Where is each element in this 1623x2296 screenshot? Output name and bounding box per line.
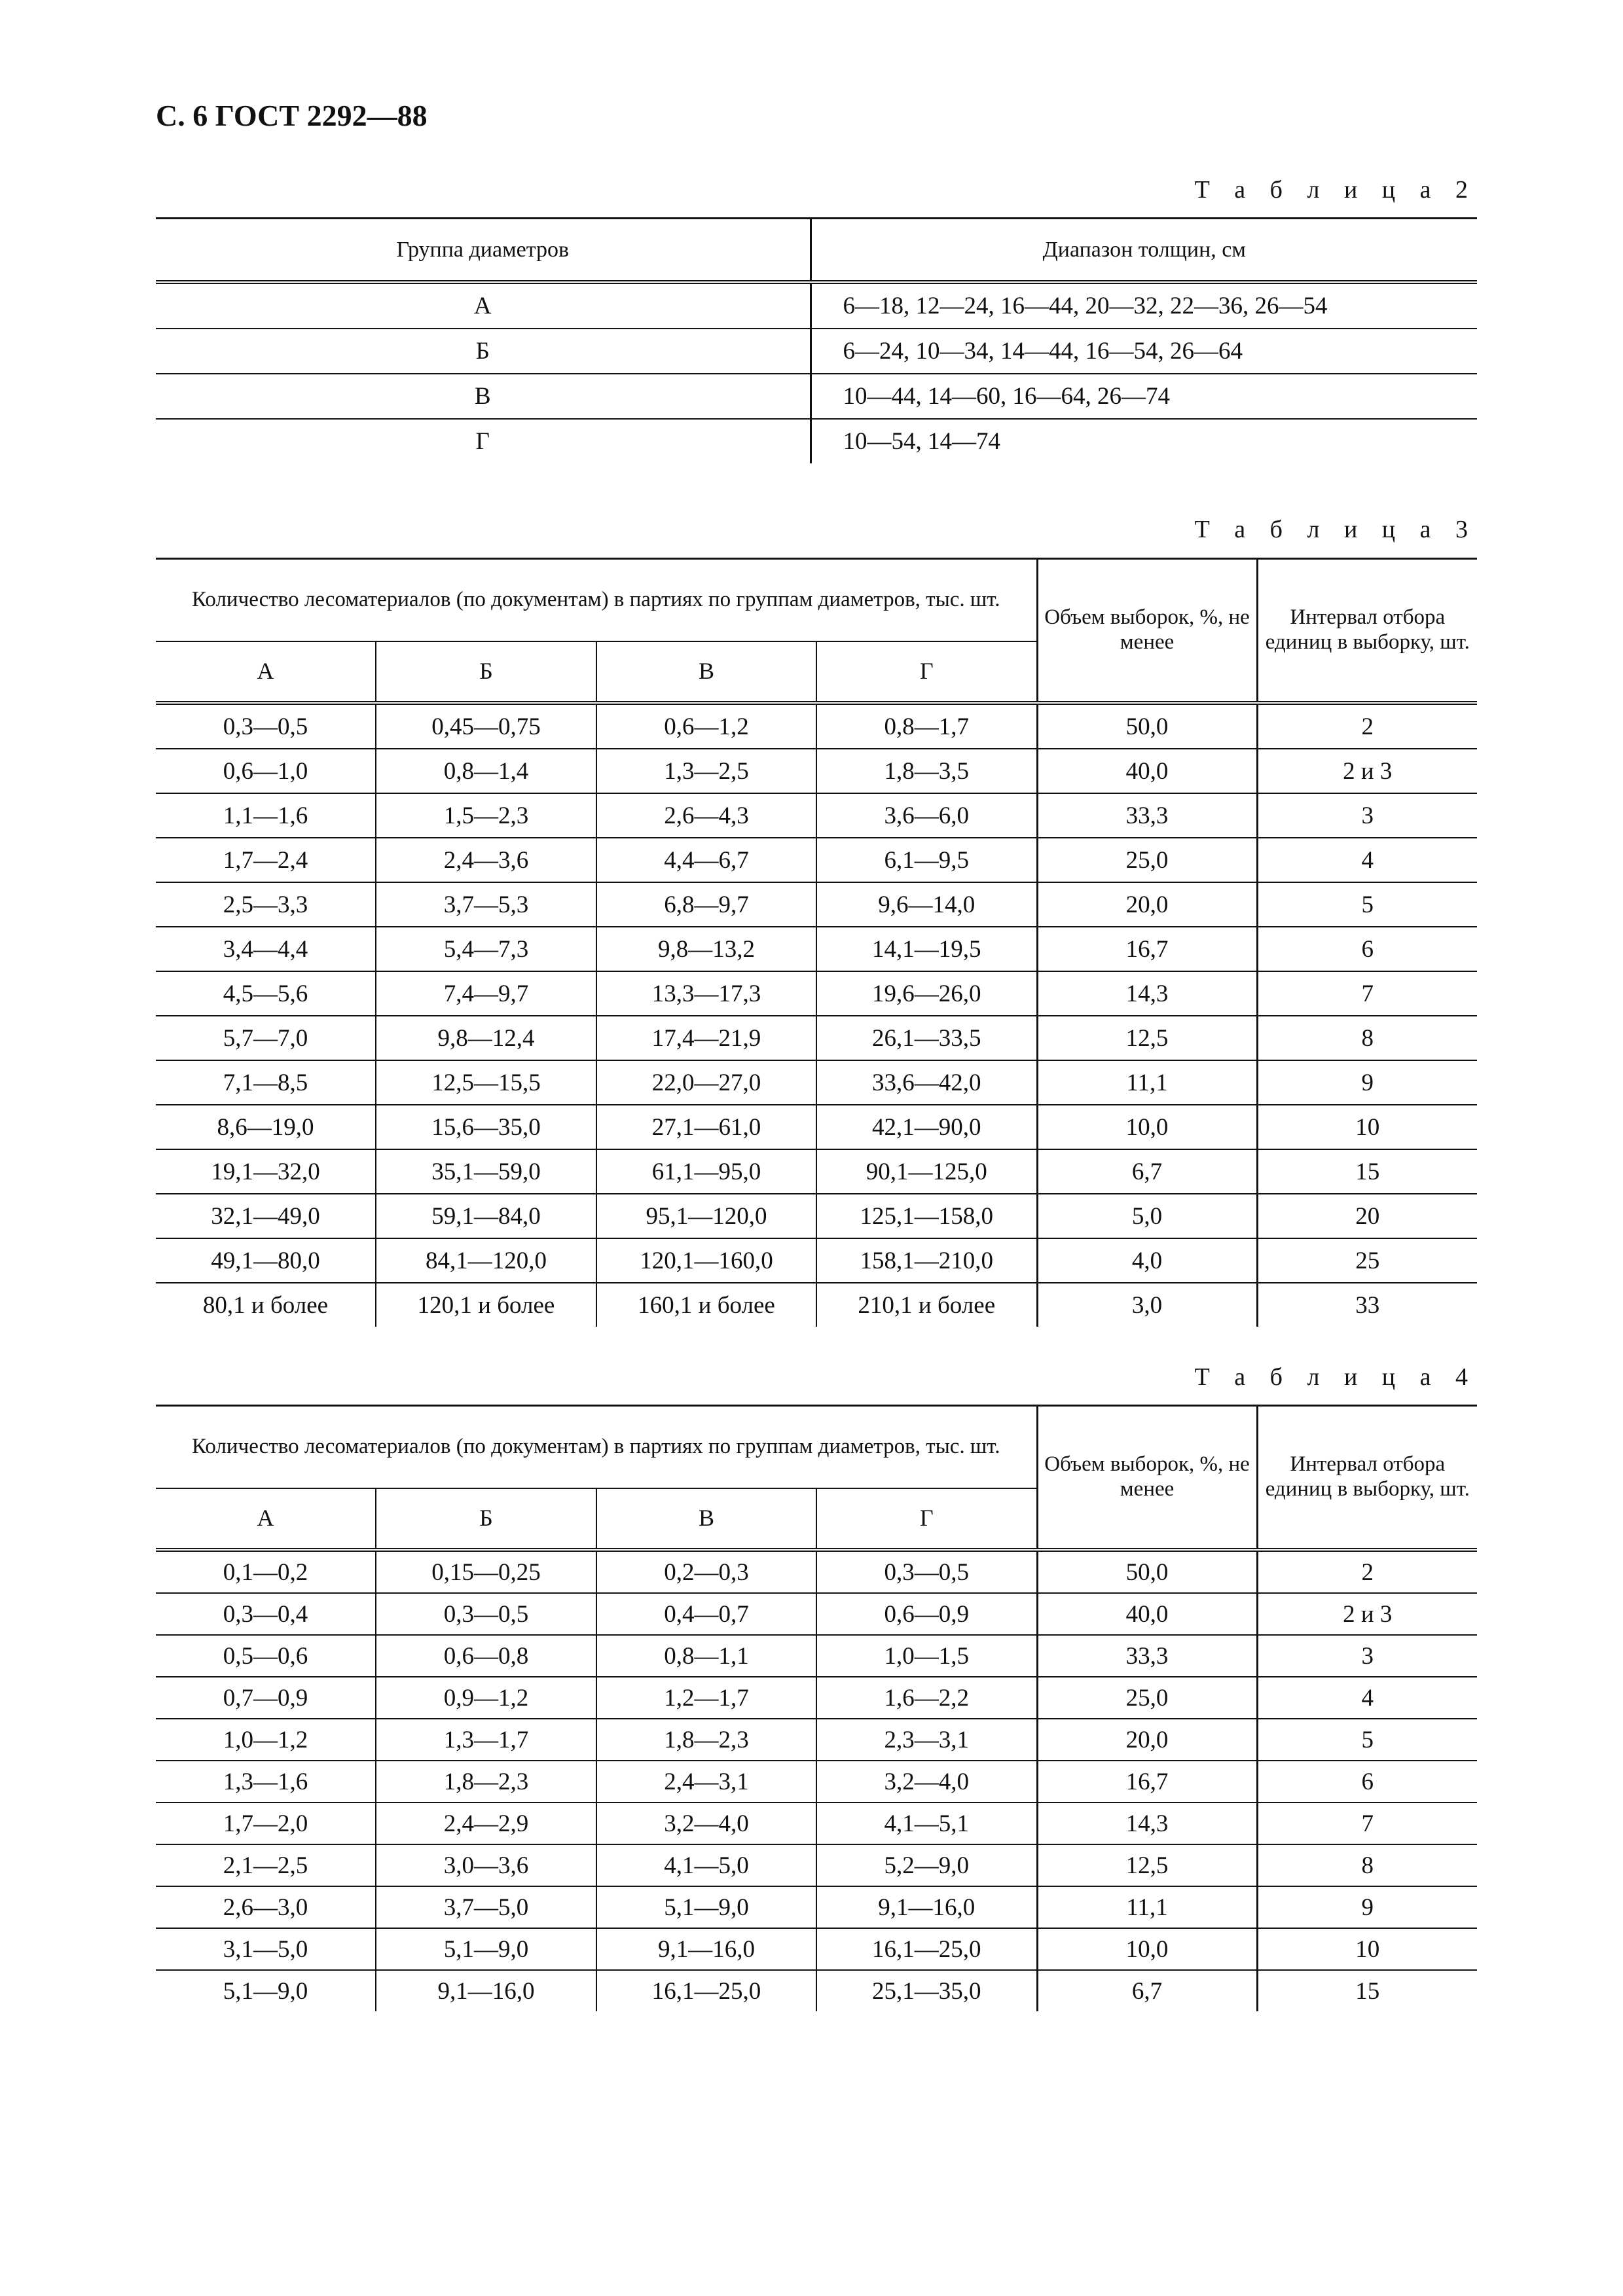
group-b-cell: 1,3—1,7 bbox=[376, 1719, 596, 1761]
group-a-cell: 19,1—32,0 bbox=[156, 1149, 376, 1194]
group-b-cell: 0,8—1,4 bbox=[376, 749, 596, 793]
group-g-cell: 158,1—210,0 bbox=[816, 1238, 1037, 1283]
thickness-range-cell: 10—54, 14—74 bbox=[811, 419, 1477, 463]
interval-cell: 33 bbox=[1257, 1283, 1477, 1327]
group-g-cell: 0,3—0,5 bbox=[816, 1550, 1037, 1593]
table-3-caption: Т а б л и ц а 3 bbox=[1194, 516, 1477, 543]
table-2-column-header: Группа диаметров bbox=[156, 219, 811, 283]
group-a-cell: 1,3—1,6 bbox=[156, 1761, 376, 1803]
table-3 bbox=[156, 558, 1477, 1327]
group-header-b: Б bbox=[376, 641, 596, 703]
table-row bbox=[156, 1016, 1477, 1060]
group-v-cell: 1,2—1,7 bbox=[596, 1677, 816, 1719]
group-g-cell: 42,1—90,0 bbox=[816, 1105, 1037, 1149]
interval-cell: 6 bbox=[1257, 927, 1477, 971]
group-b-cell: 84,1—120,0 bbox=[376, 1238, 596, 1283]
group-b-cell: 0,9—1,2 bbox=[376, 1677, 596, 1719]
volume-cell: 40,0 bbox=[1037, 1593, 1257, 1635]
thickness-range-cell: 6—24, 10—34, 14—44, 16—54, 26—64 bbox=[811, 329, 1477, 374]
group-a-cell: 1,7—2,4 bbox=[156, 838, 376, 882]
volume-cell: 12,5 bbox=[1037, 1016, 1257, 1060]
group-a-cell: 0,3—0,5 bbox=[156, 703, 376, 749]
group-b-cell: 9,1—16,0 bbox=[376, 1970, 596, 2011]
interval-cell: 9 bbox=[1257, 1886, 1477, 1928]
group-v-cell: 3,2—4,0 bbox=[596, 1803, 816, 1844]
group-v-cell: 5,1—9,0 bbox=[596, 1886, 816, 1928]
group-g-cell: 3,6—6,0 bbox=[816, 793, 1037, 838]
group-v-cell: 4,4—6,7 bbox=[596, 838, 816, 882]
table-4 bbox=[156, 1405, 1477, 2011]
group-b-cell: 5,4—7,3 bbox=[376, 927, 596, 971]
interval-header: Интервал отбора единиц в выборку, шт. bbox=[1257, 559, 1477, 704]
table-row bbox=[156, 838, 1477, 882]
group-a-cell: 1,7—2,0 bbox=[156, 1803, 376, 1844]
group-header-a: А bbox=[156, 1488, 376, 1550]
group-v-cell: 2,4—3,1 bbox=[596, 1761, 816, 1803]
quantity-header: Количество лесоматериалов (по документам) в партиях по группам диаметров, тыс. шт. bbox=[156, 1406, 1037, 1489]
group-b-cell: 2,4—3,6 bbox=[376, 838, 596, 882]
table-row bbox=[156, 1719, 1477, 1761]
table-row bbox=[156, 1593, 1477, 1635]
group-b-cell: 12,5—15,5 bbox=[376, 1060, 596, 1105]
table-2-caption: Т а б л и ц а 2 bbox=[1194, 176, 1477, 204]
volume-cell: 6,7 bbox=[1037, 1970, 1257, 2011]
table-row bbox=[156, 419, 1477, 463]
group-a-cell: 0,3—0,4 bbox=[156, 1593, 376, 1635]
interval-cell: 3 bbox=[1257, 793, 1477, 838]
group-b-cell: 1,8—2,3 bbox=[376, 1761, 596, 1803]
table-row bbox=[156, 1970, 1477, 2011]
interval-cell: 8 bbox=[1257, 1016, 1477, 1060]
table-row bbox=[156, 1803, 1477, 1844]
interval-cell: 25 bbox=[1257, 1238, 1477, 1283]
table-row bbox=[156, 1844, 1477, 1886]
group-header-v: В bbox=[596, 1488, 816, 1550]
table-row bbox=[156, 927, 1477, 971]
group-v-cell: 0,6—1,2 bbox=[596, 703, 816, 749]
group-g-cell: 125,1—158,0 bbox=[816, 1194, 1037, 1238]
group-v-cell: 6,8—9,7 bbox=[596, 882, 816, 927]
group-a-cell: 5,7—7,0 bbox=[156, 1016, 376, 1060]
table-row bbox=[156, 749, 1477, 793]
group-b-cell: 120,1 и более bbox=[376, 1283, 596, 1327]
group-a-cell: 1,1—1,6 bbox=[156, 793, 376, 838]
volume-cell: 14,3 bbox=[1037, 971, 1257, 1016]
volume-cell: 50,0 bbox=[1037, 703, 1257, 749]
group-v-cell: 61,1—95,0 bbox=[596, 1149, 816, 1194]
table-row bbox=[156, 1105, 1477, 1149]
group-v-cell: 13,3—17,3 bbox=[596, 971, 816, 1016]
group-b-cell: 3,7—5,3 bbox=[376, 882, 596, 927]
interval-cell: 9 bbox=[1257, 1060, 1477, 1105]
thickness-range-cell: 6—18, 12—24, 16—44, 20—32, 22—36, 26—54 bbox=[811, 282, 1477, 329]
interval-cell: 5 bbox=[1257, 882, 1477, 927]
group-g-cell: 210,1 и более bbox=[816, 1283, 1037, 1327]
group-a-cell: 0,1—0,2 bbox=[156, 1550, 376, 1593]
group-header-g: Г bbox=[816, 1488, 1037, 1550]
volume-cell: 33,3 bbox=[1037, 1635, 1257, 1677]
group-b-cell: 35,1—59,0 bbox=[376, 1149, 596, 1194]
table-row bbox=[156, 282, 1477, 329]
table-2-column-header: Диапазон толщин, см bbox=[811, 219, 1477, 283]
table-row bbox=[156, 793, 1477, 838]
group-a-cell: 5,1—9,0 bbox=[156, 1970, 376, 2011]
group-g-cell: 1,6—2,2 bbox=[816, 1677, 1037, 1719]
table-2 bbox=[156, 217, 1477, 463]
group-a-cell: 32,1—49,0 bbox=[156, 1194, 376, 1238]
group-v-cell: 4,1—5,0 bbox=[596, 1844, 816, 1886]
volume-cell: 11,1 bbox=[1037, 1060, 1257, 1105]
interval-cell: 7 bbox=[1257, 1803, 1477, 1844]
table-row bbox=[156, 1194, 1477, 1238]
interval-cell: 2 bbox=[1257, 703, 1477, 749]
table-row bbox=[156, 1550, 1477, 1593]
group-g-cell: 25,1—35,0 bbox=[816, 1970, 1037, 2011]
group-header-b: Б bbox=[376, 1488, 596, 1550]
group-v-cell: 1,8—2,3 bbox=[596, 1719, 816, 1761]
group-b-cell: 1,5—2,3 bbox=[376, 793, 596, 838]
group-g-cell: 16,1—25,0 bbox=[816, 1928, 1037, 1970]
volume-cell: 40,0 bbox=[1037, 749, 1257, 793]
volume-cell: 10,0 bbox=[1037, 1928, 1257, 1970]
group-v-cell: 22,0—27,0 bbox=[596, 1060, 816, 1105]
table-row bbox=[156, 703, 1477, 749]
group-a-cell: 3,4—4,4 bbox=[156, 927, 376, 971]
group-cell: А bbox=[156, 282, 811, 329]
quantity-header: Количество лесоматериалов (по документам) в партиях по группам диаметров, тыс. шт. bbox=[156, 559, 1037, 642]
interval-cell: 7 bbox=[1257, 971, 1477, 1016]
group-g-cell: 26,1—33,5 bbox=[816, 1016, 1037, 1060]
volume-cell: 20,0 bbox=[1037, 1719, 1257, 1761]
volume-cell: 11,1 bbox=[1037, 1886, 1257, 1928]
group-cell: В bbox=[156, 374, 811, 419]
table-row bbox=[156, 1149, 1477, 1194]
group-b-cell: 15,6—35,0 bbox=[376, 1105, 596, 1149]
group-g-cell: 3,2—4,0 bbox=[816, 1761, 1037, 1803]
group-b-cell: 0,3—0,5 bbox=[376, 1593, 596, 1635]
group-v-cell: 9,8—13,2 bbox=[596, 927, 816, 971]
group-g-cell: 0,6—0,9 bbox=[816, 1593, 1037, 1635]
interval-cell: 2 и 3 bbox=[1257, 1593, 1477, 1635]
group-g-cell: 14,1—19,5 bbox=[816, 927, 1037, 971]
table-row bbox=[156, 1677, 1477, 1719]
table-row bbox=[156, 1635, 1477, 1677]
group-v-cell: 1,3—2,5 bbox=[596, 749, 816, 793]
group-v-cell: 0,4—0,7 bbox=[596, 1593, 816, 1635]
group-a-cell: 0,6—1,0 bbox=[156, 749, 376, 793]
group-v-cell: 27,1—61,0 bbox=[596, 1105, 816, 1149]
volume-cell: 16,7 bbox=[1037, 927, 1257, 971]
group-a-cell: 2,6—3,0 bbox=[156, 1886, 376, 1928]
table-row bbox=[156, 1283, 1477, 1327]
group-g-cell: 1,8—3,5 bbox=[816, 749, 1037, 793]
volume-cell: 3,0 bbox=[1037, 1283, 1257, 1327]
interval-cell: 8 bbox=[1257, 1844, 1477, 1886]
group-g-cell: 90,1—125,0 bbox=[816, 1149, 1037, 1194]
group-a-cell: 80,1 и более bbox=[156, 1283, 376, 1327]
group-g-cell: 2,3—3,1 bbox=[816, 1719, 1037, 1761]
interval-cell: 10 bbox=[1257, 1928, 1477, 1970]
interval-header: Интервал отбора единиц в выборку, шт. bbox=[1257, 1406, 1477, 1551]
interval-cell: 5 bbox=[1257, 1719, 1477, 1761]
interval-cell: 20 bbox=[1257, 1194, 1477, 1238]
volume-cell: 50,0 bbox=[1037, 1550, 1257, 1593]
volume-header: Объем выборок, %, не менее bbox=[1037, 1406, 1257, 1551]
group-a-cell: 3,1—5,0 bbox=[156, 1928, 376, 1970]
table-row bbox=[156, 1928, 1477, 1970]
group-header-a: А bbox=[156, 641, 376, 703]
volume-header: Объем выборок, %, не менее bbox=[1037, 559, 1257, 704]
group-g-cell: 19,6—26,0 bbox=[816, 971, 1037, 1016]
group-b-cell: 3,7—5,0 bbox=[376, 1886, 596, 1928]
group-a-cell: 2,1—2,5 bbox=[156, 1844, 376, 1886]
group-b-cell: 0,6—0,8 bbox=[376, 1635, 596, 1677]
group-b-cell: 0,15—0,25 bbox=[376, 1550, 596, 1593]
interval-cell: 15 bbox=[1257, 1149, 1477, 1194]
interval-cell: 3 bbox=[1257, 1635, 1477, 1677]
group-v-cell: 160,1 и более bbox=[596, 1283, 816, 1327]
group-a-cell: 0,5—0,6 bbox=[156, 1635, 376, 1677]
group-g-cell: 9,1—16,0 bbox=[816, 1886, 1037, 1928]
volume-cell: 20,0 bbox=[1037, 882, 1257, 927]
group-b-cell: 0,45—0,75 bbox=[376, 703, 596, 749]
group-b-cell: 7,4—9,7 bbox=[376, 971, 596, 1016]
group-g-cell: 5,2—9,0 bbox=[816, 1844, 1037, 1886]
volume-cell: 5,0 bbox=[1037, 1194, 1257, 1238]
group-v-cell: 95,1—120,0 bbox=[596, 1194, 816, 1238]
table-row bbox=[156, 1060, 1477, 1105]
table-row bbox=[156, 1238, 1477, 1283]
group-a-cell: 2,5—3,3 bbox=[156, 882, 376, 927]
group-v-cell: 17,4—21,9 bbox=[596, 1016, 816, 1060]
group-g-cell: 6,1—9,5 bbox=[816, 838, 1037, 882]
group-header-g: Г bbox=[816, 641, 1037, 703]
interval-cell: 15 bbox=[1257, 1970, 1477, 2011]
interval-cell: 2 и 3 bbox=[1257, 749, 1477, 793]
group-g-cell: 1,0—1,5 bbox=[816, 1635, 1037, 1677]
volume-cell: 10,0 bbox=[1037, 1105, 1257, 1149]
volume-cell: 4,0 bbox=[1037, 1238, 1257, 1283]
group-cell: Г bbox=[156, 419, 811, 463]
group-v-cell: 0,2—0,3 bbox=[596, 1550, 816, 1593]
volume-cell: 6,7 bbox=[1037, 1149, 1257, 1194]
group-b-cell: 59,1—84,0 bbox=[376, 1194, 596, 1238]
group-a-cell: 7,1—8,5 bbox=[156, 1060, 376, 1105]
group-v-cell: 9,1—16,0 bbox=[596, 1928, 816, 1970]
group-g-cell: 9,6—14,0 bbox=[816, 882, 1037, 927]
table-row bbox=[156, 1886, 1477, 1928]
volume-cell: 25,0 bbox=[1037, 838, 1257, 882]
group-a-cell: 8,6—19,0 bbox=[156, 1105, 376, 1149]
group-b-cell: 3,0—3,6 bbox=[376, 1844, 596, 1886]
table-row bbox=[156, 329, 1477, 374]
group-v-cell: 120,1—160,0 bbox=[596, 1238, 816, 1283]
group-header-v: В bbox=[596, 641, 816, 703]
volume-cell: 25,0 bbox=[1037, 1677, 1257, 1719]
volume-cell: 16,7 bbox=[1037, 1761, 1257, 1803]
volume-cell: 33,3 bbox=[1037, 793, 1257, 838]
interval-cell: 2 bbox=[1257, 1550, 1477, 1593]
interval-cell: 4 bbox=[1257, 838, 1477, 882]
group-a-cell: 0,7—0,9 bbox=[156, 1677, 376, 1719]
group-b-cell: 9,8—12,4 bbox=[376, 1016, 596, 1060]
group-cell: Б bbox=[156, 329, 811, 374]
table-row bbox=[156, 882, 1477, 927]
table-row bbox=[156, 1761, 1477, 1803]
interval-cell: 10 bbox=[1257, 1105, 1477, 1149]
interval-cell: 6 bbox=[1257, 1761, 1477, 1803]
group-g-cell: 0,8—1,7 bbox=[816, 703, 1037, 749]
volume-cell: 14,3 bbox=[1037, 1803, 1257, 1844]
group-b-cell: 2,4—2,9 bbox=[376, 1803, 596, 1844]
table-4-caption: Т а б л и ц а 4 bbox=[1194, 1363, 1477, 1391]
thickness-range-cell: 10—44, 14—60, 16—64, 26—74 bbox=[811, 374, 1477, 419]
group-v-cell: 16,1—25,0 bbox=[596, 1970, 816, 2011]
group-b-cell: 5,1—9,0 bbox=[376, 1928, 596, 1970]
table-row bbox=[156, 971, 1477, 1016]
group-g-cell: 33,6—42,0 bbox=[816, 1060, 1037, 1105]
group-v-cell: 2,6—4,3 bbox=[596, 793, 816, 838]
group-g-cell: 4,1—5,1 bbox=[816, 1803, 1037, 1844]
group-v-cell: 0,8—1,1 bbox=[596, 1635, 816, 1677]
interval-cell: 4 bbox=[1257, 1677, 1477, 1719]
volume-cell: 12,5 bbox=[1037, 1844, 1257, 1886]
group-a-cell: 49,1—80,0 bbox=[156, 1238, 376, 1283]
group-a-cell: 1,0—1,2 bbox=[156, 1719, 376, 1761]
page-header: С. 6 ГОСТ 2292—88 bbox=[156, 99, 428, 132]
group-a-cell: 4,5—5,6 bbox=[156, 971, 376, 1016]
table-row bbox=[156, 374, 1477, 419]
